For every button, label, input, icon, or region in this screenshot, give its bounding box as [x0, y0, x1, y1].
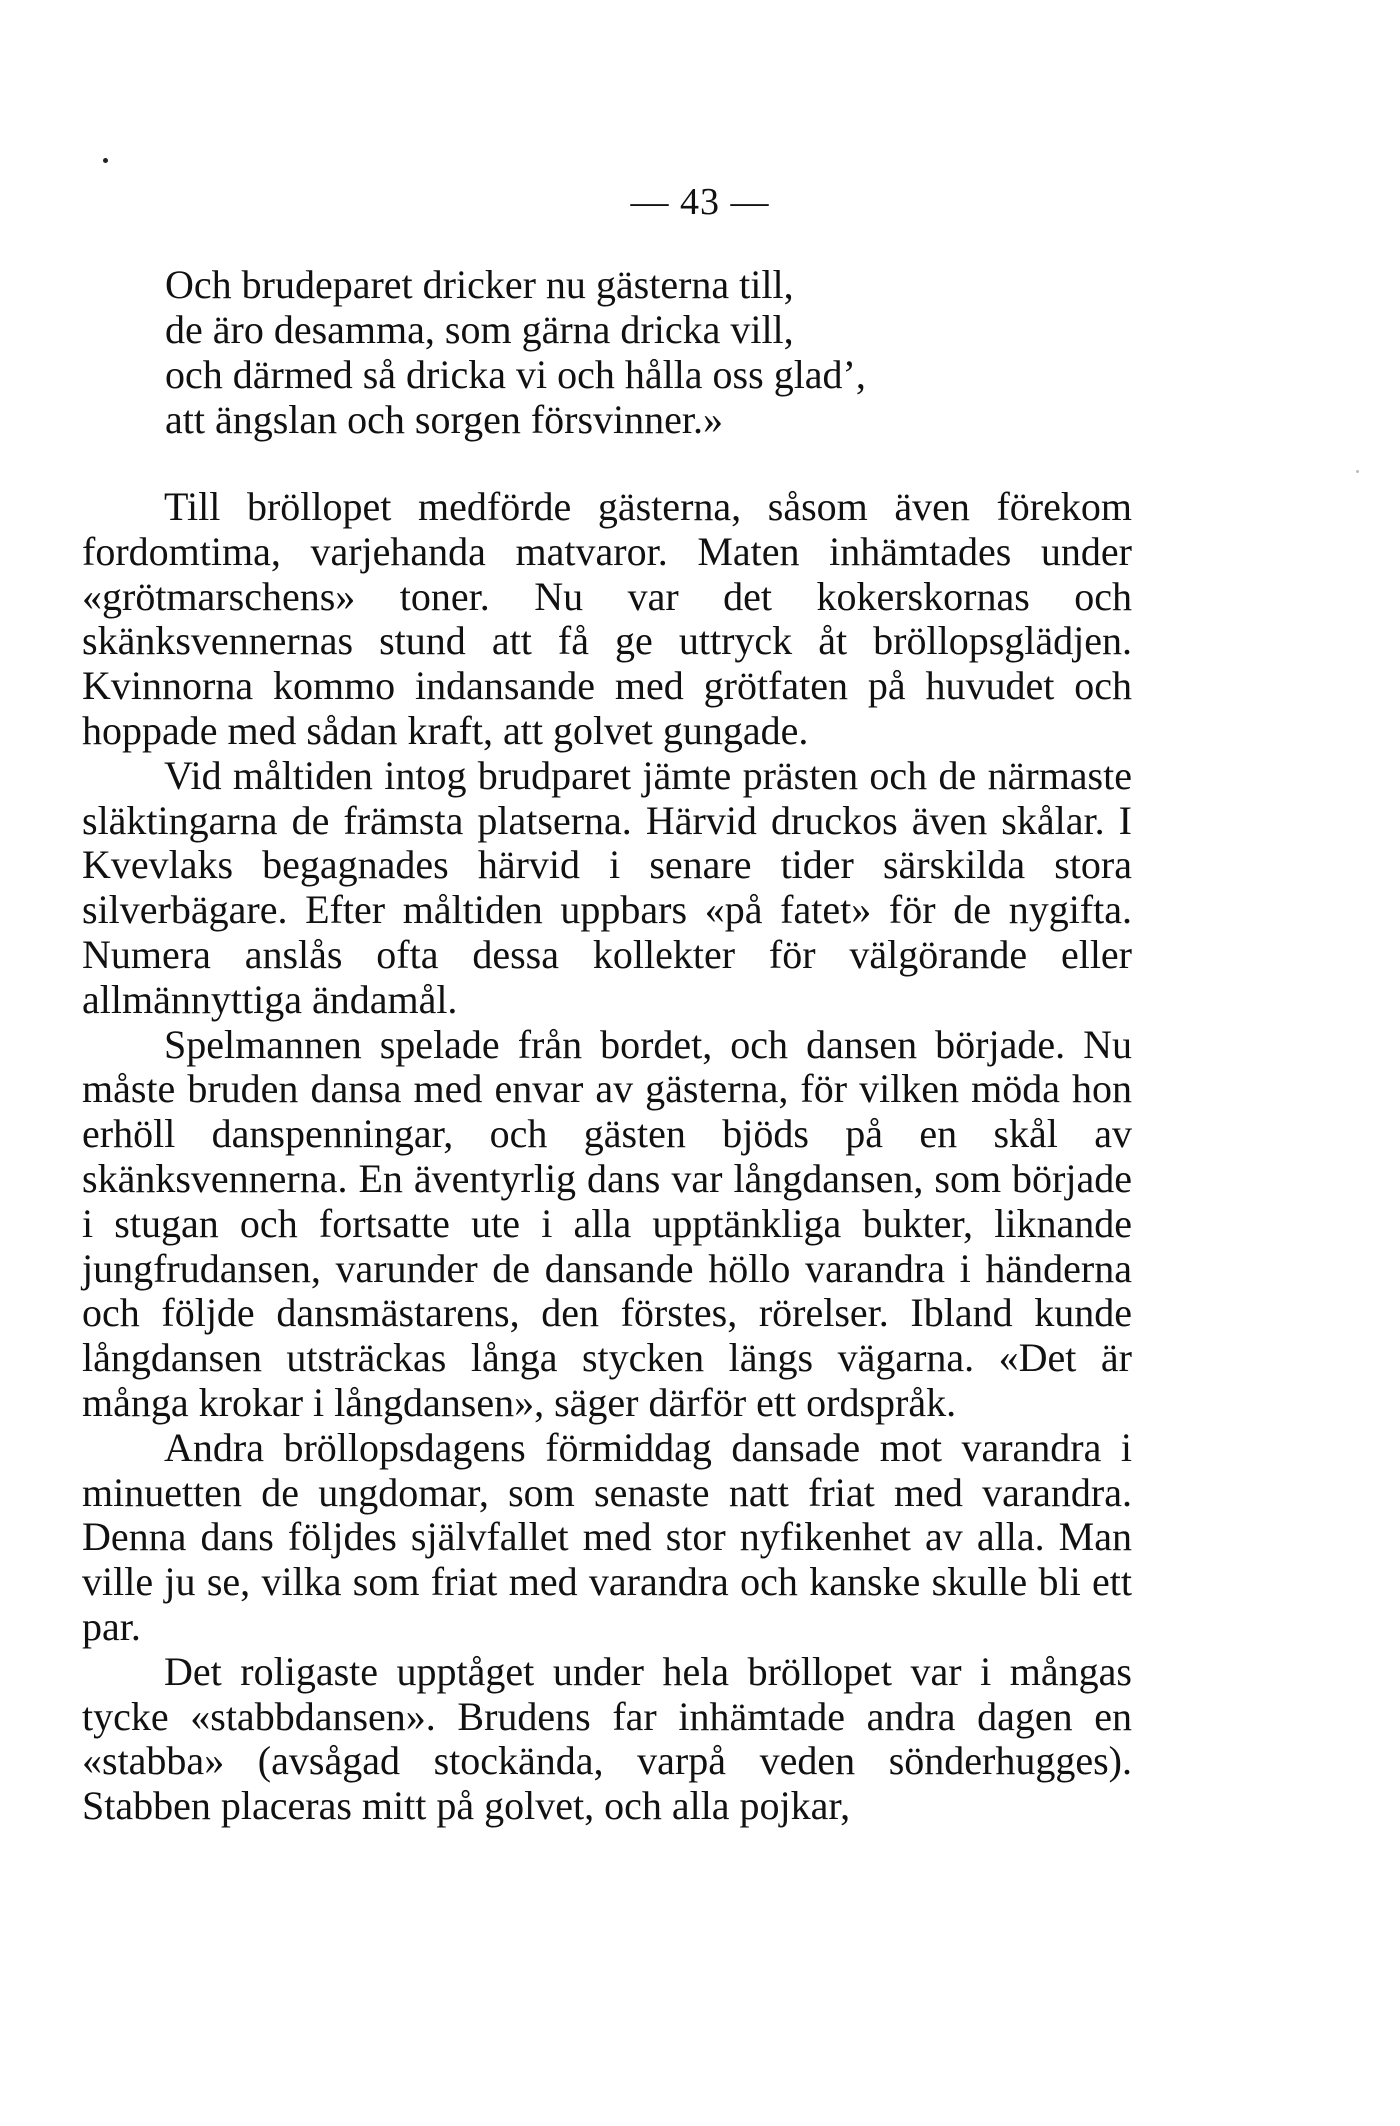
print-speck: [103, 158, 108, 163]
paragraph: Andra bröllopsdagens förmiddag dansade mot varandra i minuetten de ungdomar, som senaste natt friat med varandra. Denna dans följdes självfallet med stor nyfikenhet av alla. Man ville ju se, vilka som friat med varandra och kanske skulle bli ett par.: [82, 1424, 1132, 1649]
verse-line: de äro desamma, som gärna dricka vill,: [165, 307, 794, 352]
verse-line: att ängslan och sorgen försvinner.»: [165, 397, 724, 442]
verse-line: Och brudeparet dricker nu gästerna till,: [165, 262, 794, 307]
body-text: [82, 485, 1132, 1829]
print-speck: [1356, 470, 1359, 473]
paragraph: Vid måltiden intog brudparet jämte prästen och de närmaste släktingarna de främsta platserna. Härvid druckos även skålar. I Kvevlaks begagnades härvid i senare tider särskilda stora silverbägare. Efter måltiden uppbars «på fatet» för de nygifta. Numera anslås ofta dessa kollekter för välgörande eller allmännyttiga ändamål.: [82, 752, 1132, 1022]
verse-line: och därmed så dricka vi och hålla oss glad’,: [165, 352, 866, 397]
paragraph: Till bröllopet medförde gästerna, såsom även förekom fordomtima, varjehanda matvaror. Maten inhämtades under «grötmarschens» toner. Nu var det kokerskornas och skänksvennernas stund att få ge uttryck åt bröllopsglädjen. Kvinnorna kommo indansande med grötfaten på huvudet och hoppade med sådan kraft, att golvet gungade.: [82, 484, 1132, 753]
paragraph: Spelmannen spelade från bordet, och dansen började. Nu måste bruden dansa med envar av gästerna, för vilken möda hon erhöll danspenningar, och gästen bjöds på en skål av skänksvennerna. En äventyrlig dans var långdansen, som började i stugan och fortsatte ute i alla upptänkliga bukter, liknande jungfrudansen, varunder de dansande höllo varandra i händerna och följde dansmästarens, den förstes, rörelser. Ibland kunde långdansen utsträckas långa stycken längs vägarna. «Det är många krokar i långdansen», säger därför ett ordspråk.: [82, 1021, 1132, 1425]
page-number: — 43 —: [630, 181, 770, 223]
verse-block: [165, 262, 1165, 442]
paragraph: Det roligaste upptåget under hela bröllopet var i mångas tycke «stabbdansen». Brudens far inhämtade andra dagen en «stabba» (avsågad stockända, varpå veden sönderhugges). Stabben placeras mitt på golvet, och alla pojkar,: [82, 1648, 1132, 1829]
